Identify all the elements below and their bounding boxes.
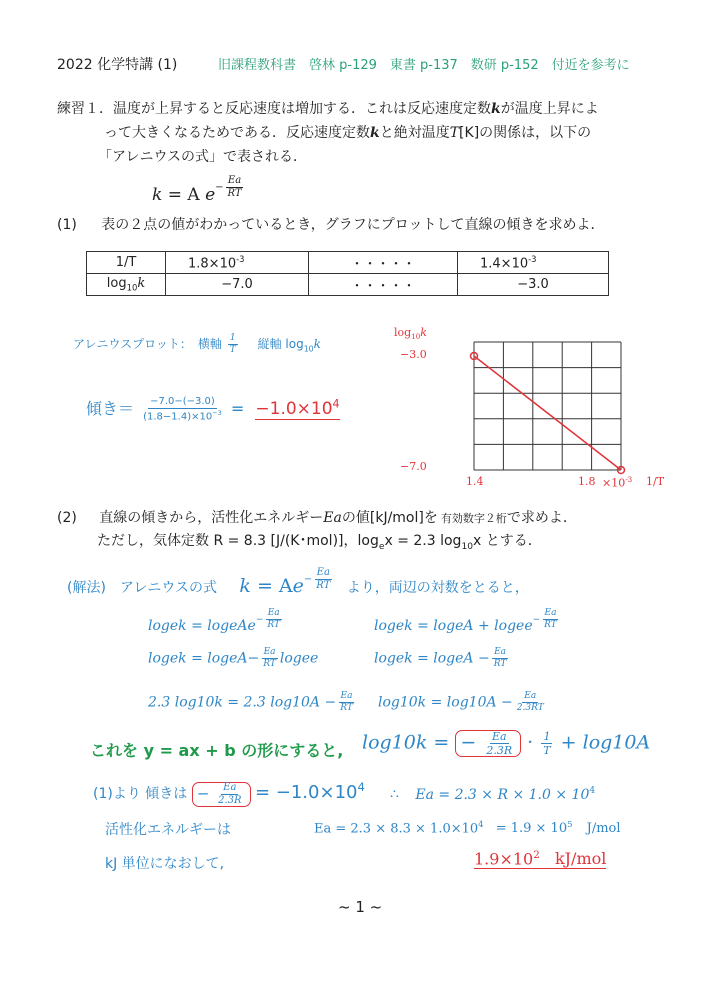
box-num: Ea: [223, 781, 237, 793]
sol-exp-num: Ea: [316, 567, 330, 578]
table-cell: [458, 252, 609, 274]
exercise-line-3: 「アレニウスの式」で表される．: [98, 149, 308, 165]
slope-result-exp: 4: [332, 397, 340, 411]
plot-note-frac-den: T: [229, 345, 236, 355]
frac-den: RT: [493, 659, 507, 669]
plot-note-sub: 10: [303, 344, 314, 354]
formula-equals: = A: [167, 185, 200, 205]
frac-num: Ea: [267, 608, 280, 618]
y-label-log: log: [394, 326, 412, 339]
data-table: [86, 251, 609, 296]
slope-equals: =: [230, 399, 245, 418]
slope-result-value: −1.0×10: [255, 399, 333, 419]
equation-row-2-left: [148, 648, 318, 669]
plot-note-k: k: [313, 337, 321, 351]
act-exp: 4: [478, 819, 484, 829]
slope-den-exp: −3: [212, 408, 222, 417]
solution-arrhenius: k = Ae− $\frac{Ea}{RT}$: [239, 567, 331, 597]
question-2-sub-e: e: [378, 541, 385, 552]
formula-exp-den: RT: [227, 188, 242, 199]
therefore-symbol: ∴: [390, 786, 399, 803]
from-q1-text: (1)より 傾きは: [93, 786, 188, 802]
textbook-reference: 旧課程教科書 啓林 p-129 東書 p-137 数研 p-152 付近を参考に: [218, 58, 630, 73]
cell-log-sub: 10: [126, 282, 138, 293]
plot-note-frac-num: 1: [229, 333, 236, 343]
form-line-equation: [362, 730, 650, 757]
y-label-k: k: [420, 326, 427, 339]
slope-result: [255, 399, 339, 420]
arrhenius-plot-note: [73, 334, 321, 355]
eq-text: logek = logeA −: [374, 650, 490, 667]
eq-text: logee: [279, 650, 319, 667]
T-symbol: T: [449, 125, 460, 141]
frac-den: RT: [340, 703, 353, 713]
form-frac-num: 1: [543, 730, 551, 743]
answer-value: 1.9×10: [474, 849, 534, 869]
question-1-text: 表の２点の値がわかっているとき，グラフにプロットして直線の傾きを求めよ．: [101, 217, 605, 233]
frac-den: RT: [267, 620, 280, 630]
exercise-line-2-a: って大きくなるためである．反応速度定数: [104, 125, 370, 141]
box-num: Ea: [491, 730, 507, 743]
form-line-label: これを y = ax + b の形にすると,: [90, 741, 344, 760]
eq-text: log10k = log10A −: [378, 694, 513, 711]
plot-note-text: アレニウスプロット： 横軸: [73, 337, 222, 351]
slope-denominator: (1.8−1.4)×10: [143, 411, 213, 423]
frac-den: RT: [263, 659, 276, 669]
slope-calculation: [86, 396, 340, 422]
form-tail: + log10A: [560, 731, 651, 754]
cell-log: log: [106, 276, 127, 292]
solution-method-text: (解法) アレニウスの式: [67, 580, 217, 596]
question-2-sub-10: 10: [461, 541, 474, 552]
question-2-line-2-b: x = 2.3 log: [384, 533, 462, 549]
x-tick-left: 1.4: [466, 475, 484, 488]
box-den: 2.3R: [486, 744, 513, 757]
chart-y-label: [394, 326, 427, 341]
frac-num: Ea: [524, 691, 537, 701]
table-cell: [166, 252, 309, 274]
form-dot: ·: [527, 731, 534, 754]
arrhenius-formula: k = A e− $\frac{Ea}{RT}$: [152, 175, 242, 205]
question-2-text: 直線の傾きから，活性化エネルギー: [99, 510, 324, 526]
from-q1-line: [93, 780, 365, 807]
exercise-line-1: [57, 98, 599, 118]
plot-note-vertical: 縦軸 log: [257, 337, 304, 351]
table-cell: [87, 274, 166, 296]
box-den: 2.3R: [218, 794, 242, 806]
answer-unit: kJ/mol: [554, 849, 607, 869]
series-line: [474, 356, 621, 470]
question-2-label: (2): [57, 510, 77, 526]
frac-den: RT: [544, 620, 557, 630]
therefore-exp: 4: [589, 786, 596, 796]
exercise-line-2-b: と絶対温度: [379, 125, 450, 141]
equation-row-1-right: logek = logeA + logee− $\frac{Ea}{RT}$: [374, 608, 557, 634]
cell-exp: -3: [236, 253, 245, 264]
act-result-exp: 5: [567, 819, 573, 829]
table-cell: 1/T: [87, 252, 166, 274]
equation-row-1-left: logek = logeAe− $\frac{Ea}{RT}$: [148, 608, 280, 634]
table-cell: −3.0: [458, 274, 609, 296]
cell-value: 1.8×10: [188, 256, 237, 272]
table-row: [87, 252, 609, 274]
boxed-slope-term: − $\frac{Ea}{2.3R}$: [455, 730, 521, 757]
k-symbol: k: [370, 125, 380, 141]
k-symbol: k: [491, 101, 501, 117]
frac-num: Ea: [494, 647, 506, 657]
slope-label: 傾き＝: [86, 399, 135, 418]
x-unit-exp: -3: [625, 475, 633, 484]
cell-value: 1.4×10: [480, 256, 529, 272]
formula-exp-num: Ea: [227, 175, 242, 186]
table-row: [87, 274, 609, 296]
page-title: 2022 化学特講 (1): [57, 57, 178, 73]
y-label-sub: 10: [411, 332, 421, 342]
question-1-label: (1): [57, 217, 77, 233]
table-cell: ・・・・・: [309, 252, 458, 274]
eq-text: logek = logeAe: [148, 618, 256, 634]
boxed-slope: − $\frac{Ea}{2.3R}$: [192, 782, 251, 807]
solution-method: [67, 568, 529, 597]
x-tick-right: 1.8: [578, 475, 596, 488]
solution-method-tail: より，両辺の対数をとると，: [346, 580, 529, 596]
form-lhs: log10k =: [362, 731, 450, 754]
question-2-line-2-c: x とする．: [473, 533, 542, 549]
cell-exp: -3: [528, 253, 537, 264]
question-2-line-1: [57, 507, 577, 527]
exercise-line-2: [104, 122, 591, 142]
eq-text: logek = logeA−: [148, 650, 260, 667]
frac-num: Ea: [340, 691, 353, 701]
equation-row-2-right: [374, 648, 510, 669]
act-result: = 1.9 × 10: [495, 821, 568, 837]
table-cell: −7.0: [166, 274, 309, 296]
act-unit: J/mol: [586, 821, 621, 837]
question-2-text-c: で求めよ．: [506, 510, 577, 526]
sol-eq: = A: [256, 575, 293, 597]
page-number: ~ 1 ~: [338, 898, 383, 916]
frac-den: 2.3RT: [516, 703, 544, 713]
from-q1-value: [255, 782, 365, 803]
therefore-eq: Ea = 2.3 × R × 1.0 × 10: [415, 786, 590, 803]
act-eq: Ea = 2.3 × 8.3 × 1.0×10: [314, 821, 479, 837]
equation-row-3-right: [378, 692, 548, 713]
eq-text: logek = logeA + logee: [374, 618, 533, 634]
question-1: [57, 214, 604, 234]
arrhenius-chart: [440, 318, 630, 478]
question-2-line-2-a: ただし，気体定数 R = 8.3 [J/(K･mol)]，log: [97, 533, 379, 549]
final-answer: [474, 849, 606, 869]
question-2-text-b: の値[kJ/mol]を: [341, 510, 438, 526]
sol-k: k: [239, 575, 251, 597]
from-q1-eq: = −1.0×10: [254, 782, 358, 803]
kj-conversion-label: kJ 単位になおして,: [105, 856, 225, 872]
frac-num: Ea: [263, 647, 276, 657]
cell-k: k: [137, 276, 146, 292]
sol-exp-den: RT: [316, 580, 331, 591]
equation-row-3-left: [148, 692, 357, 713]
Ea-symbol: Ea: [323, 510, 342, 526]
exercise-line-1-text: 練習１．温度が上昇すると反応速度は増加する．これは反応速度定数: [57, 101, 491, 117]
exercise-line-1-end: が温度上昇によ: [500, 101, 599, 117]
question-2-small: 有効数字２桁: [440, 512, 507, 525]
therefore-line: [390, 786, 595, 803]
eq-text: 2.3 log10k = 2.3 log10A −: [148, 694, 337, 711]
answer-exp: 2: [533, 849, 540, 861]
exercise-line-2-c: [K]の関係は，以下の: [459, 125, 592, 141]
x-unit-base: ×10: [602, 476, 626, 490]
frac-num: Ea: [544, 608, 557, 618]
table-cell: ・・・・・: [309, 274, 458, 296]
activation-energy-label: 活性化エネルギーは: [105, 822, 231, 838]
activation-energy-calc: [314, 819, 621, 836]
chart-marks: [471, 353, 625, 474]
slope-numerator: −7.0−(−3.0): [150, 395, 215, 407]
formula-k: k: [152, 185, 163, 205]
y-tick-bottom: −7.0: [400, 460, 427, 473]
sol-e: e: [292, 575, 304, 597]
y-tick-top: −3.0: [400, 348, 427, 361]
formula-e: e: [205, 185, 216, 205]
x-label: 1/T: [646, 475, 665, 488]
form-frac-den: T: [543, 744, 551, 757]
chart-grid: [474, 342, 621, 470]
from-q1-exp: 4: [357, 780, 365, 794]
question-2-line-2: [97, 530, 542, 552]
